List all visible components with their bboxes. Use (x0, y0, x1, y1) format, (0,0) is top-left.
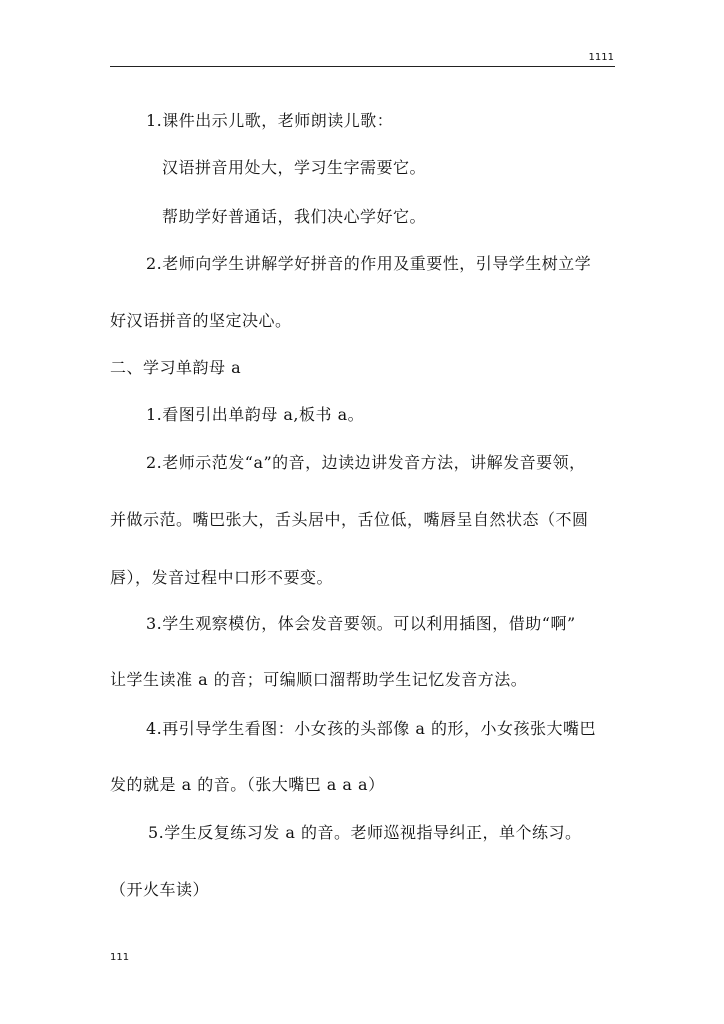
text-line-14: 发的就是 a 的音。（张大嘴巴 a a a） (110, 775, 385, 794)
text-line-5: 好汉语拼音的坚定决心。 (110, 311, 292, 330)
text-line-2: 汉语拼音用处大，学习生字需要它。 (162, 158, 427, 177)
header-rule (110, 66, 615, 67)
page-header-number: 1111 (588, 52, 614, 63)
text-line-8: 2.老师示范发“a”的音，边读边讲发音方法，讲解发音要领， (146, 453, 586, 472)
text-line-4: 2.老师向学生讲解学好拼音的作用及重要性，引导学生树立学 (146, 254, 592, 273)
text-line-16: （开火车读） (110, 880, 210, 899)
text-line-1: 1.课件出示儿歌，老师朗读儿歌： (146, 111, 394, 130)
text-line-15: 5.学生反复练习发 a 的音。老师巡视指导纠正，单个练习。 (148, 823, 582, 842)
text-line-10: 唇），发音过程中口形不要变。 (110, 568, 334, 587)
page-footer-number: 111 (110, 952, 130, 963)
text-line-11: 3.学生观察模仿，体会发音要领。可以利用插图，借助“啊” (146, 614, 576, 633)
section-heading: 二、学习单韵母 a (110, 358, 242, 377)
text-line-12: 让学生读准 a 的音；可编顺口溜帮助学生记忆发音方法。 (110, 670, 528, 689)
text-line-13: 4.再引导学生看图：小女孩的头部像 a 的形，小女孩张大嘴巴 (146, 719, 596, 738)
text-line-3: 帮助学好普通话，我们决心学好它。 (162, 207, 427, 226)
text-line-9: 并做示范。嘴巴张大，舌头居中，舌位低，嘴唇呈自然状态（不圆 (110, 510, 589, 529)
text-line-7: 1.看图引出单韵母 a,板书 a。 (146, 405, 365, 424)
